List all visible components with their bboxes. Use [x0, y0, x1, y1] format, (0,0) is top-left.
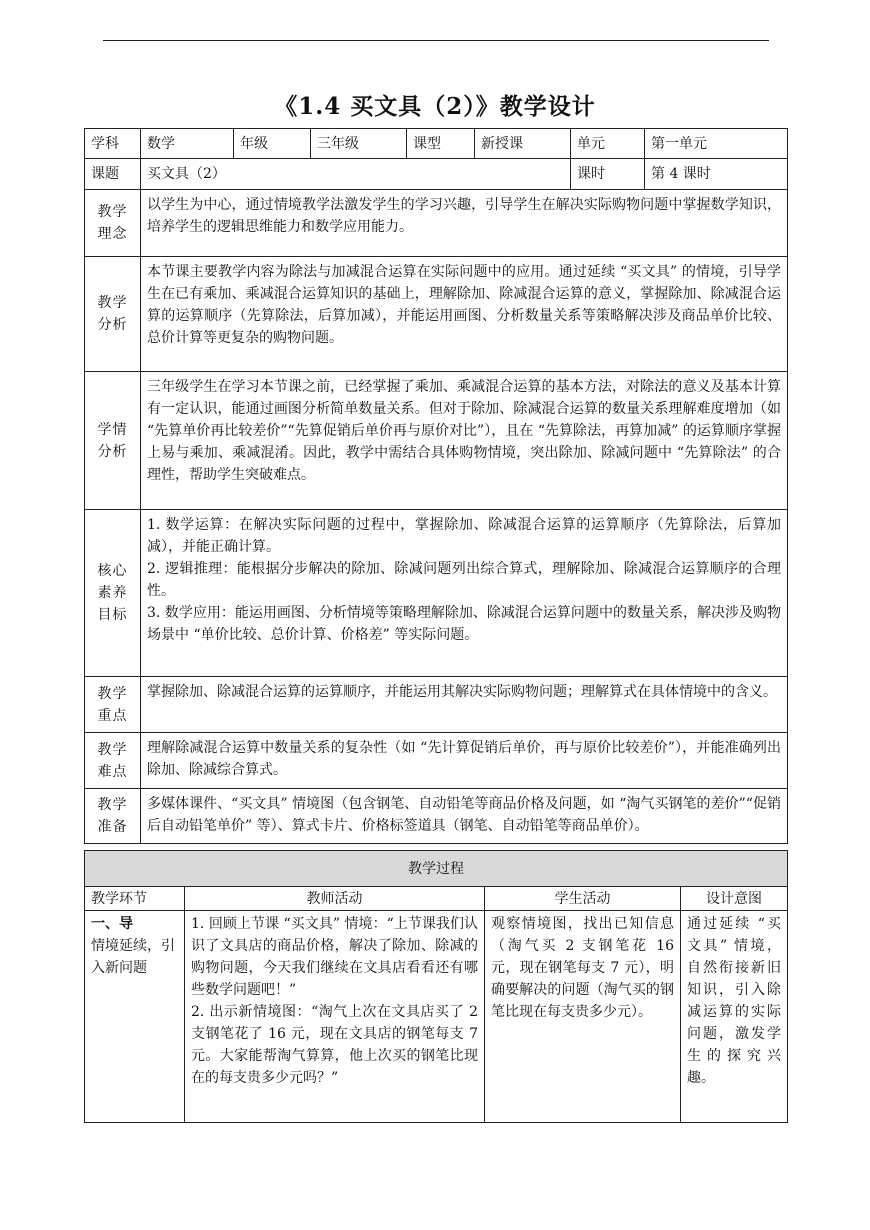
topic-value: 买文具（2）	[141, 159, 571, 190]
subject-value: 数学	[141, 129, 234, 159]
difficulty-text: 理解除减混合运算中数量关系的复杂性（如 “先计算促销后单价，再与原价比较差价”），并能准确列出除加、除减综合算式。	[141, 733, 788, 789]
teacher-step-2: 2. 出示新情境图：“淘气上次在文具店买了 2 支钢笔花了 16 元，现在文具店的钢笔每支 7 元。大家能帮淘气算算，他上次买的钢笔比现在的每支贵多少元吗？”	[191, 1004, 478, 1086]
key-row	[85, 677, 788, 733]
info-row-topic	[85, 159, 788, 190]
header-rule	[103, 40, 769, 41]
prep-row	[85, 789, 788, 844]
process-header-row	[85, 887, 788, 911]
goal-1: 1. 数学运算：在解决实际问题的过程中，掌握除加、除减混合运算的运算顺序（先算除法，后算加减），并能正确计算。	[147, 517, 781, 555]
col-intent: 设计意图	[681, 887, 788, 911]
prep-text: 多媒体课件、“买文具” 情境图（包含钢笔、自动铅笔等商品价格及问题，如 “淘气买钢笔的差价”“促销后自动铅笔单价” 等）、算式卡片、价格标签道具（钢笔、自动铅笔等商品单价）。	[141, 789, 788, 844]
concept-text: 以学生为中心，通过情境教学法激发学生的学习兴趣，引导学生在解决实际购物问题中掌握数学知识，培养学生的逻辑思维能力和数学应用能力。	[141, 190, 788, 257]
goals-text	[141, 510, 788, 677]
info-table	[84, 128, 788, 844]
analysis-label: 教学分析	[85, 257, 141, 372]
student-label: 学情分析	[85, 372, 141, 510]
grade-value: 三年级	[311, 129, 407, 159]
teacher-step-1: 1. 回顾上节课 “买文具” 情境：“上节课我们认识了文具店的商品价格，解决了除加、除减的购物问题，今天我们继续在文具店看看还有哪些数学问题吧！”	[191, 916, 478, 998]
goal-3: 3. 数学应用：能运用画图、分析情境等策略理解除加、除减混合运算问题中的数量关系，解决涉及购物场景中 “单价比较、总价计算、价格差” 等实际问题。	[147, 605, 781, 643]
col-student: 学生活动	[485, 887, 681, 911]
type-value: 新授课	[475, 129, 571, 159]
goals-row	[85, 510, 788, 677]
type-label: 课型	[407, 129, 475, 159]
unit-label: 单元	[571, 129, 645, 159]
student-text: 三年级学生在学习本节课之前，已经掌握了乘加、乘减混合运算的基本方法，对除法的意义及基本计算有一定认识，能通过画图分析简单数量关系。但对于除加、除减混合运算的数量关系理解难度增加（如 “先算单价再比较差价”“先算促销后单价再与原价对比”），且在 “先算除法，再算加减” 的运算顺序掌握上易与乘加、乘减混淆。因此，教学中需结合具体购物情境，突出除加、除减问题中 “先算除法” 的合理性，帮助学生突破难点。	[141, 372, 788, 510]
stage-cell	[85, 911, 185, 1123]
concept-label: 教学理念	[85, 190, 141, 257]
process-section-title: 教学过程	[85, 851, 788, 887]
analysis-text: 本节课主要教学内容为除法与加减混合运算在实际问题中的应用。通过延续 “买文具” 的情境，引导学生在已有乘加、乘减混合运算知识的基础上，理解除加、除减混合运算的意义，掌握除加、除减混合运算的运算顺序（先算除法，后算加减），并能运用画图、分析数量关系等策略解决涉及商品单价比较、总价计算等更复杂的购物问题。	[141, 257, 788, 372]
teacher-cell	[185, 911, 485, 1123]
process-table	[84, 850, 788, 1123]
goals-label: 核心素养目标	[85, 510, 141, 677]
student-activity: 观察情境图，找出已知信息（淘气买 2 支钢笔花 16 元，现在钢笔每支 7 元），明确要解决的问题（淘气买的钢笔比现在每支贵多少元）。	[485, 911, 681, 1123]
grade-label: 年级	[234, 129, 311, 159]
difficulty-label: 教学难点	[85, 733, 141, 789]
concept-row	[85, 190, 788, 257]
design-intent: 通过延续 “买文具” 情境，自然衔接新旧知识，引入除减运算的实际问题，激发学生的探究兴趣。	[681, 911, 788, 1123]
unit-value: 第一单元	[645, 129, 788, 159]
stage-description: 情境延续，引入新问题	[91, 938, 175, 976]
key-label: 教学重点	[85, 677, 141, 733]
period-label: 课时	[571, 159, 645, 190]
process-row-1	[85, 911, 788, 1123]
stage-number: 一、导	[91, 916, 133, 932]
process-section-row	[85, 851, 788, 887]
col-stage: 教学环节	[85, 887, 185, 911]
info-row-basic	[85, 129, 788, 159]
page-title: 《1.4 买文具（2）》教学设计	[274, 93, 596, 120]
period-value: 第 4 课时	[645, 159, 788, 190]
student-row	[85, 372, 788, 510]
goal-2: 2. 逻辑推理：能根据分步解决的除加、除减问题列出综合算式，理解除加、除减混合运算顺序的合理性。	[147, 561, 781, 599]
subject-label: 学科	[85, 129, 141, 159]
col-teacher: 教师活动	[185, 887, 485, 911]
difficulty-row	[85, 733, 788, 789]
analysis-row	[85, 257, 788, 372]
key-text: 掌握除加、除减混合运算的运算顺序，并能运用其解决实际购物问题；理解算式在具体情境中的含义。	[141, 677, 788, 733]
prep-label: 教学准备	[85, 789, 141, 844]
topic-label: 课题	[85, 159, 141, 190]
